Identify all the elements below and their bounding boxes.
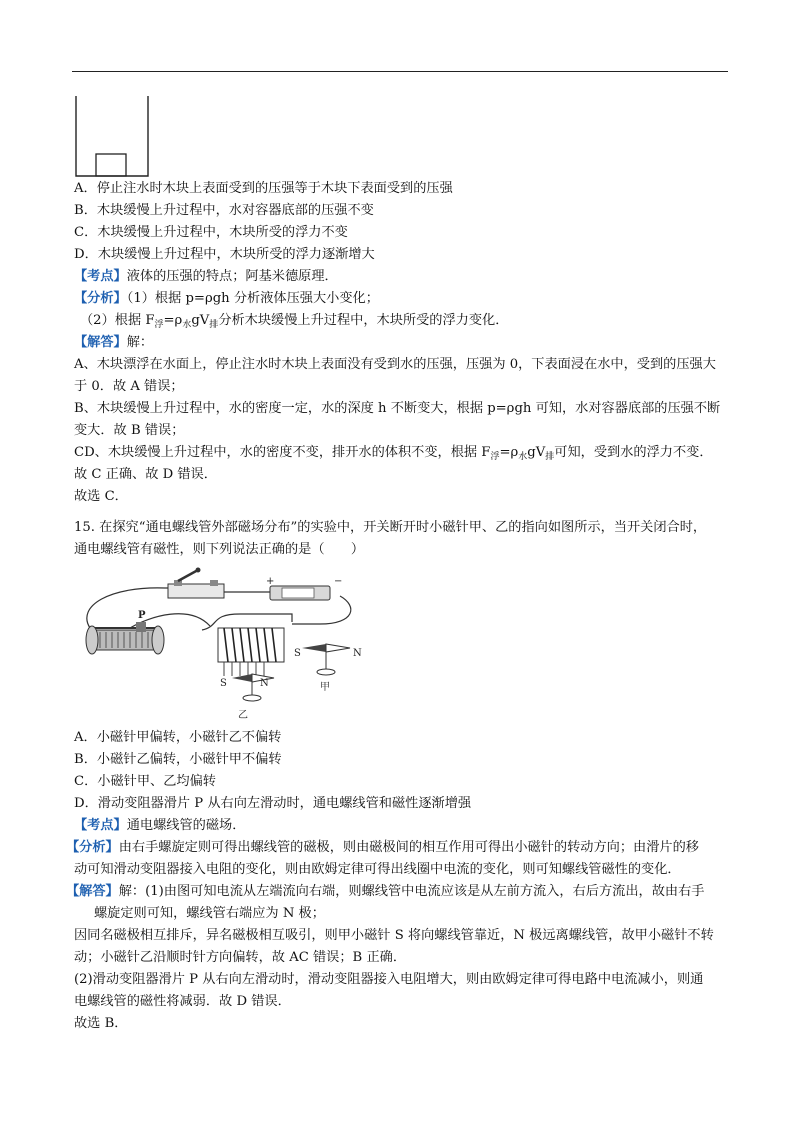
cd1-part: CD、木块缓慢上升过程中，水的密度不变，排开水的体积不变，根据 F	[74, 445, 491, 460]
jia-label: 甲	[320, 682, 330, 693]
container-block-figure	[74, 96, 152, 178]
q15-option-a: A．小磁针甲偏转，小磁针乙不偏转	[74, 730, 282, 745]
kaodian-text: 通电螺线管的磁场．	[126, 818, 246, 833]
jieda-text-1: 解：(1)由图可知电流从左端流向右端，则螺线管中电流应该是从左前方流入，右后方流出，故由右手	[118, 884, 705, 899]
battery-minus: −	[334, 576, 343, 587]
rheostat	[86, 610, 164, 654]
compass-yi	[220, 674, 274, 721]
q15-stem-1: 15. 在探究“通电螺线管外部磁场分布”的实验中，开关断开时小磁针甲、乙的指向如图所示，当开关闭合时，	[74, 520, 707, 535]
q14-option-c: C．木块缓慢上升过程中，木块所受的浮力不变	[74, 225, 348, 240]
q15-option-c: C．小磁针甲、乙均偏转	[74, 774, 216, 789]
fenxi-text-1: （1）根据 p=ρgh 分析液体压强大小变化；	[126, 291, 379, 306]
q15-kaodian	[74, 816, 245, 836]
q15-fenxi-1	[66, 838, 699, 858]
q15-jieda-6: 电螺线管的磁性将减弱．故 D 错误．	[74, 994, 291, 1009]
q14-jieda-cd2: 故 C 正确、故 D 错误．	[74, 467, 217, 482]
q15-jieda-1	[66, 882, 705, 902]
yi-s-label: S	[220, 678, 227, 689]
cd1-part: 可知，受到水的浮力不变．	[554, 445, 713, 460]
kaodian-text: 液体的压强的特点；阿基米德原理．	[126, 269, 338, 284]
solenoid-circuit-figure	[70, 566, 360, 726]
q14-option-a: A．停止注水时木块上表面受到的压强等于木块下表面受到的压强	[74, 181, 453, 196]
q14-fenxi-line1	[74, 289, 379, 309]
slider-p-label: P	[138, 610, 146, 621]
jieda-tag: 【解答】	[66, 884, 119, 899]
jia-s-label: S	[294, 648, 301, 659]
subscript: 水	[518, 452, 528, 462]
q14-jieda-head	[74, 333, 153, 353]
q15-jieda-4: 动；小磁针乙沿顺时针方向偏转，故 AC 错误；B 正确．	[74, 950, 407, 965]
fenxi-l2-part: （2）根据 F	[80, 313, 155, 328]
yi-label: 乙	[238, 710, 248, 721]
q15-option-b: B．小磁针乙偏转，小磁针甲不偏转	[74, 752, 282, 767]
q14-fenxi-line2	[80, 311, 508, 332]
jieda-tag: 【解答】	[74, 335, 127, 350]
battery-plus: +	[266, 576, 275, 587]
q14-kaodian	[74, 267, 338, 287]
q14-jieda-cd1	[74, 443, 713, 464]
compass-jia	[294, 644, 362, 693]
q14-jieda-b1: B、木块缓慢上升过程中，水的密度一定，水的深度 h 不断变大，根据 p=ρgh 可知，水对容器底部的压强不断	[74, 401, 721, 416]
q15-stem-2: 通电螺线管有磁性，则下列说法正确的是（ ）	[74, 542, 365, 557]
q15-option-d: D．滑动变阻器滑片 P 从右向左滑动时，通电螺线管和磁性逐渐增强	[74, 796, 472, 811]
subscript: 浮	[490, 452, 500, 462]
q15-jieda-3: 因同名磁极相互排斥，异名磁极相互吸引，则甲小磁针 S 将向螺线管靠近，N 极远离螺线管，故甲小磁针不转	[74, 928, 714, 943]
q14-jieda-a2: 于 0．故 A 错误；	[74, 379, 184, 394]
fenxi-text-1: 由右手螺旋定则可得出螺线管的磁极，则由磁极间的相互作用可得出小磁针的转动方向；由滑片的移	[118, 840, 699, 855]
q14-jieda-b2: 变大．故 B 错误；	[74, 423, 185, 438]
q15-jieda-7: 故选 B．	[74, 1016, 128, 1031]
subscript: 浮	[154, 320, 164, 330]
q14-option-b: B．木块缓慢上升过程中，水对容器底部的压强不变	[74, 203, 374, 218]
switch	[168, 568, 224, 599]
header-rule	[72, 71, 728, 72]
q14-jieda-end: 故选 C．	[74, 489, 128, 504]
battery	[266, 576, 342, 600]
kaodian-tag: 【考点】	[74, 818, 127, 833]
cd1-part: gV	[527, 445, 546, 460]
q14-jieda-a1: A、木块漂浮在水面上，停止注水时木块上表面没有受到水的压强，压强为 0，下表面浸在水中，受到的压强大	[74, 357, 716, 372]
fenxi-l2-part: gV	[191, 313, 210, 328]
fenxi-tag: 【分析】	[66, 840, 119, 855]
fenxi-l2-part: =ρ	[163, 313, 183, 328]
kaodian-tag: 【考点】	[74, 269, 127, 284]
subscript: 水	[182, 320, 192, 330]
q14-option-d: D．木块缓慢上升过程中，木块所受的浮力逐渐增大	[74, 247, 375, 262]
fenxi-tag: 【分析】	[74, 291, 127, 306]
solenoid	[218, 628, 284, 676]
subscript: 排	[545, 452, 555, 462]
jia-n-label: N	[353, 648, 362, 659]
yi-n-label: N	[260, 678, 269, 689]
fenxi-l2-part: 分析木块缓慢上升过程中，木块所受的浮力变化．	[218, 313, 509, 328]
q15-fenxi-2: 动可知滑动变阻器接入电阻的变化，则由欧姆定律可得出线圈中电流的变化，则可知螺线管磁性的变化．	[74, 862, 681, 877]
q15-jieda-5: (2)滑动变阻器滑片 P 从右向左滑动时，滑动变阻器接入电阻增大，则由欧姆定律可得电路中电流减小，则通	[74, 972, 704, 987]
cd1-part: =ρ	[499, 445, 519, 460]
q15-jieda-2: 螺旋定则可知，螺线管右端应为 N 极；	[94, 906, 325, 921]
jieda-head: 解：	[126, 335, 154, 350]
subscript: 排	[209, 320, 219, 330]
